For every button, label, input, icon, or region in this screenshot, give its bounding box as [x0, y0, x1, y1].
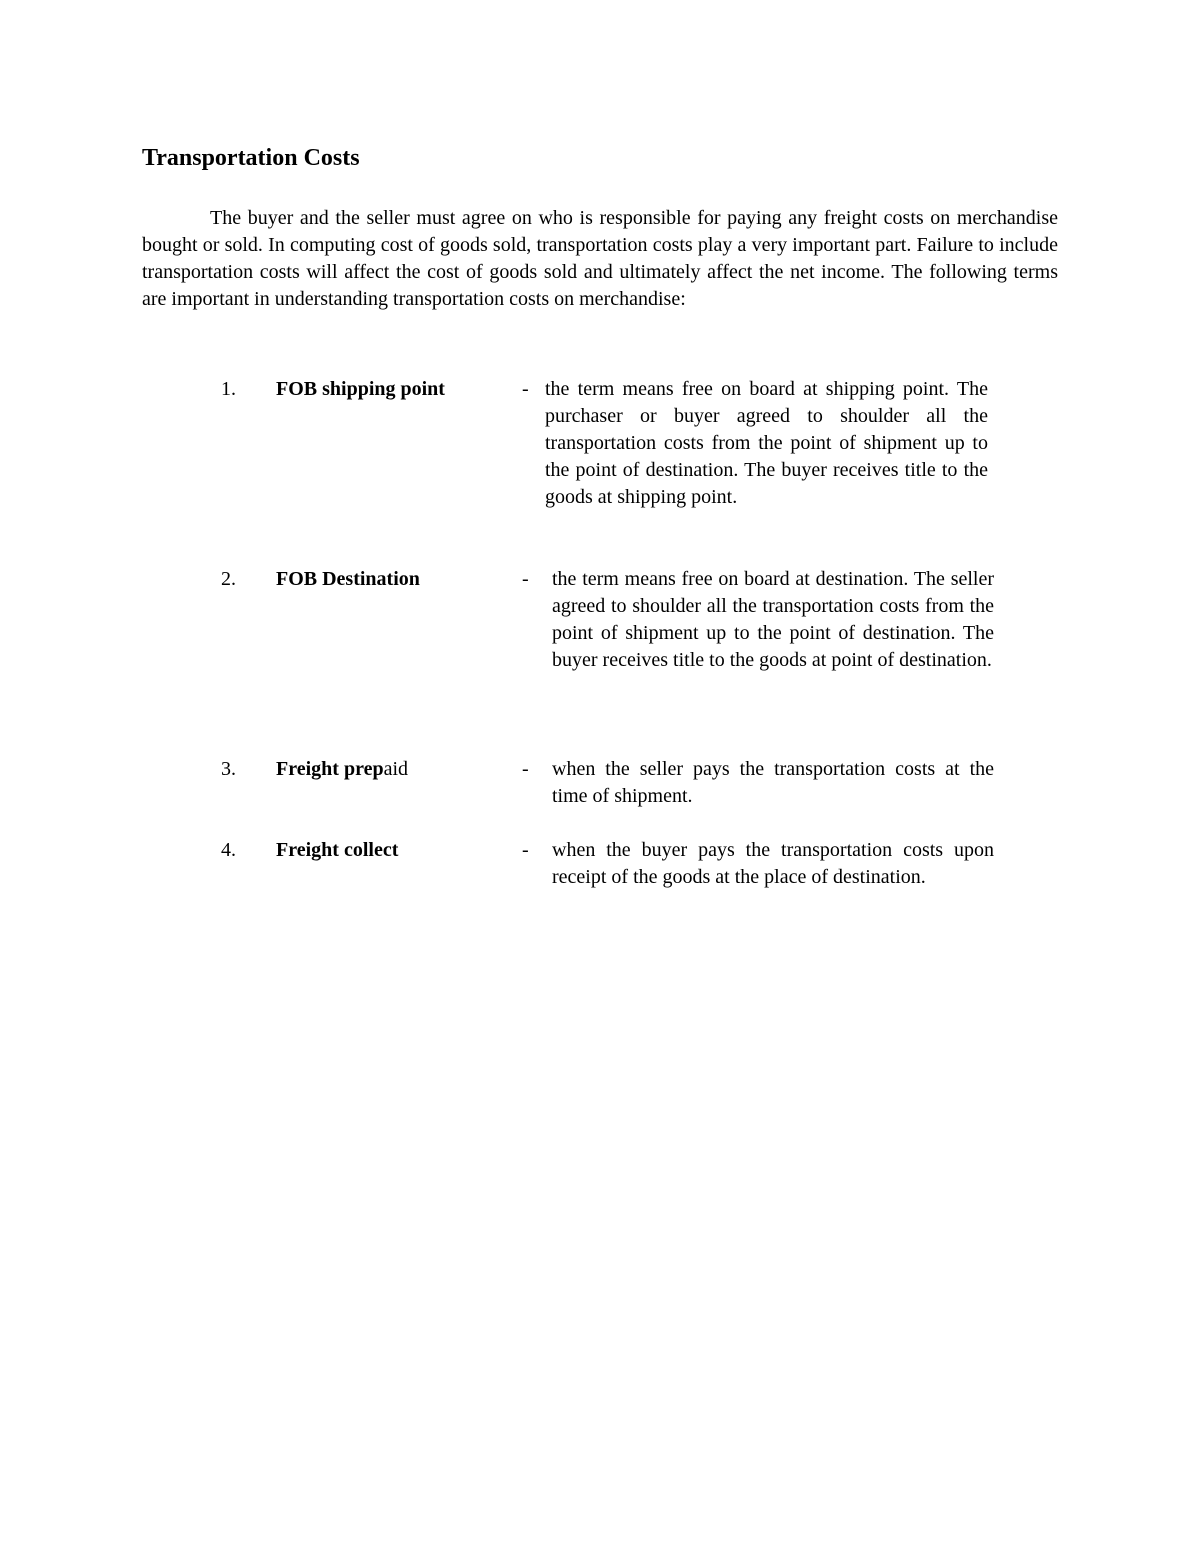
term-name-bold: FOB Destination [276, 568, 420, 590]
term-name-regular: aid [383, 758, 409, 780]
intro-paragraph: The buyer and the seller must agree on who is responsible for paying any freight costs on merchandise bought or sold. In computing cost of goods sold, transportation costs play a very important part. Failure to include transportation costs will affect the cost of goods sold and ultimately affect the net income. The following terms are important in understanding transportation costs on merchandise: [142, 207, 1058, 310]
term-dash: - [522, 839, 529, 861]
term-name [276, 566, 420, 593]
term-name [276, 756, 408, 783]
term-definition: the term means free on board at destination. The seller agreed to shoulder all the transportation costs from the point of shipment up to the point of destination. The buyer receives title to the goods at point of destination. [552, 568, 994, 671]
term-definition: when the seller pays the transportation costs at the time of shipment. [552, 758, 994, 807]
term-number: 3. [221, 758, 236, 780]
term-number: 2. [221, 568, 236, 590]
page-title: Transportation Costs [142, 145, 360, 171]
term-name [276, 376, 445, 403]
term-name-bold: Freight prep [276, 758, 384, 780]
term-dash: - [522, 758, 529, 780]
term-definition: the term means free on board at shipping point. The purchaser or buyer agreed to shoulder all the transportation costs from the point of shipment up to the point of destination. The buyer receives title to the goods at shipping point. [545, 378, 988, 508]
term-dash: - [522, 568, 529, 590]
term-definition: when the buyer pays the transportation costs upon receipt of the goods at the place of destination. [552, 839, 994, 888]
term-name-bold: Freight collect [276, 839, 399, 861]
term-number: 4. [221, 839, 236, 861]
term-name [276, 837, 398, 864]
term-name-bold: FOB shipping point [276, 378, 445, 400]
term-dash: - [522, 378, 529, 400]
term-number: 1. [221, 378, 236, 400]
